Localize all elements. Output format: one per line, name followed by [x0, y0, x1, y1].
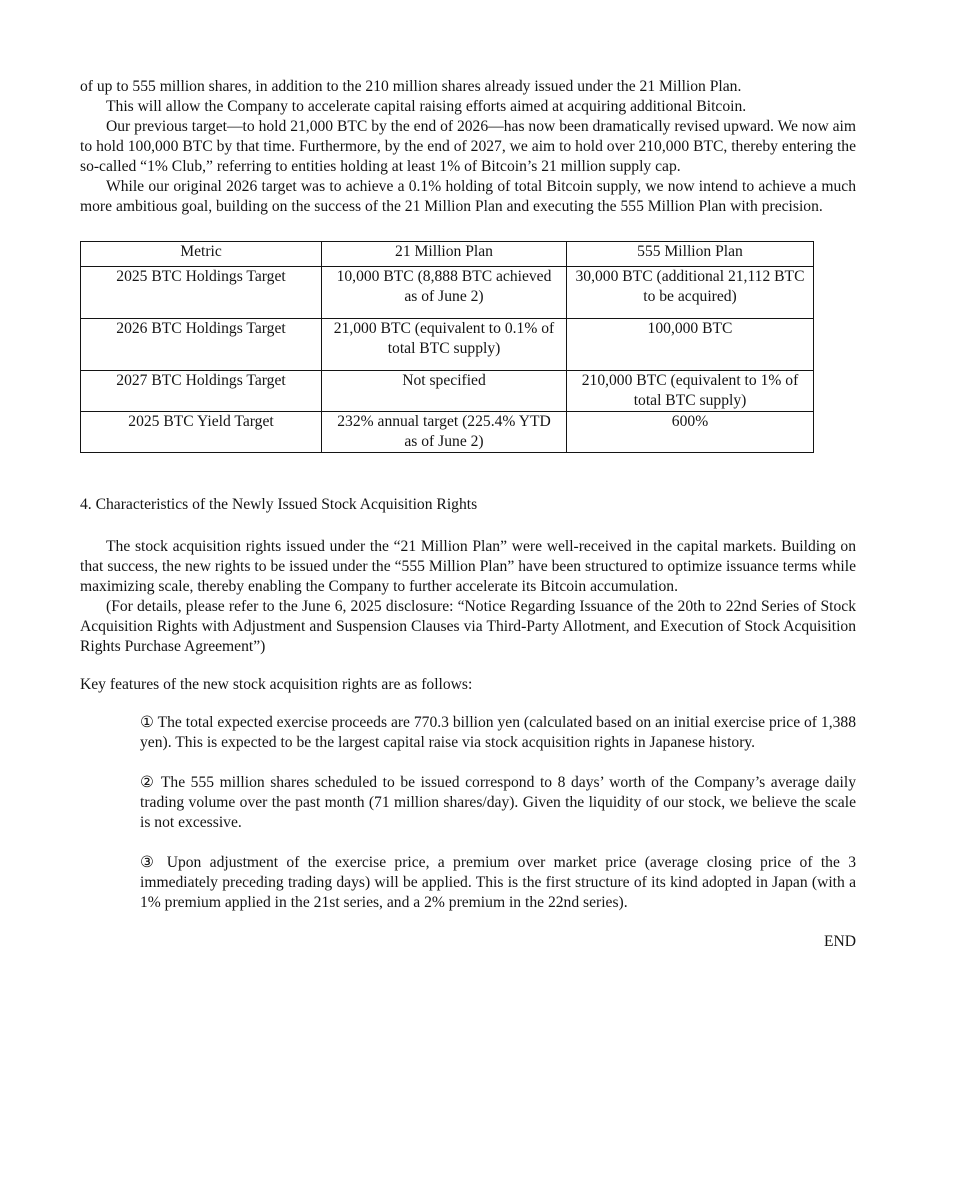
table-cell: 210,000 BTC (equivalent to 1% of total BTC supply) — [567, 371, 814, 412]
table-row — [81, 267, 814, 319]
end-marker: END — [823, 933, 856, 950]
list-item: ③ Upon adjustment of the exercise price, a premium over market price (average closing price of the 3 immediately preceding trading days) will be applied. This is the first structure of its kind adopted in Japan (with a 1% premium applied in the 21st series, and a 2% premium in the 22nd series). — [140, 854, 856, 911]
table-cell: 2026 BTC Holdings Target — [81, 319, 322, 371]
table-row — [81, 371, 814, 412]
key-features-lead: Key features of the new stock acquisition rights are as follows: — [80, 676, 473, 693]
table-header-row — [81, 242, 814, 267]
table-cell: 2025 BTC Yield Target — [81, 412, 322, 453]
header-555-million-plan: 555 Million Plan — [567, 242, 814, 267]
table-cell: 600% — [567, 412, 814, 453]
list-item: ② The 555 million shares scheduled to be issued correspond to 8 days’ worth of the Company’s average daily trading volume over the past month (71 million shares/day). Given the liquidity of our stock, we believe the scale is not excessive. — [140, 774, 856, 831]
table-cell: Not specified — [322, 371, 567, 412]
table-cell: 30,000 BTC (additional 21,112 BTC to be acquired) — [567, 267, 814, 319]
key-features-list — [140, 713, 856, 913]
intro-paragraph-4: While our original 2026 target was to achieve a 0.1% holding of total Bitcoin supply, we now intend to achieve a much more ambitious goal, building on the success of the 21 Million Plan and executing the 555 Million Plan with precision. — [80, 178, 856, 215]
intro-paragraph-2: This will allow the Company to accelerate capital raising efforts aimed at acquiring additional Bitcoin. — [106, 98, 747, 115]
table-row — [81, 319, 814, 371]
table-cell: 2025 BTC Holdings Target — [81, 267, 322, 319]
header-21-million-plan: 21 Million Plan — [322, 242, 567, 267]
table-cell: 232% annual target (225.4% YTD as of June 2) — [322, 412, 567, 453]
list-item: ① The total expected exercise proceeds are 770.3 billion yen (calculated based on an initial exercise price of 1,388 yen). This is expected to be the largest capital raise via stock acquisition rights in Japanese history. — [140, 714, 856, 751]
document-page — [80, 77, 856, 952]
table-row — [81, 412, 814, 453]
section-4-paragraph-2: (For details, please refer to the June 6, 2025 disclosure: “Notice Regarding Issuance of the 20th to 22nd Series of Stock Acquisition Rights with Adjustment and Suspension Clauses via Third-Party Allotment, and Execution of Stock Acquisition Rights Purchase Agreement”) — [80, 598, 856, 655]
table-cell: 10,000 BTC (8,888 BTC achieved as of June 2) — [322, 267, 567, 319]
table-cell: 2027 BTC Holdings Target — [81, 371, 322, 412]
section-4-heading: 4. Characteristics of the Newly Issued Stock Acquisition Rights — [80, 496, 478, 513]
intro-paragraph-1: of up to 555 million shares, in addition to the 210 million shares already issued under the 21 Million Plan. — [80, 78, 742, 95]
header-metric: Metric — [81, 242, 322, 267]
intro-paragraph-3: Our previous target—to hold 21,000 BTC by the end of 2026—has now been dramatically revised upward. We now aim to hold 100,000 BTC by that time. Furthermore, by the end of 2027, we aim to hold over 210,000 BTC, thereby entering the so-called “1% Club,” referring to entities holding at least 1% of Bitcoin’s 21 million supply cap. — [80, 118, 856, 175]
section-4-paragraph-1: The stock acquisition rights issued under the “21 Million Plan” were well-received in the capital markets. Building on that success, the new rights to be issued under the “555 Million Plan” have been structured to optimize issuance terms while maximizing scale, thereby enabling the Company to further accelerate its Bitcoin accumulation. — [80, 538, 856, 595]
table-cell: 21,000 BTC (equivalent to 0.1% of total BTC supply) — [322, 319, 567, 371]
btc-targets-table — [80, 241, 814, 453]
table-cell: 100,000 BTC — [567, 319, 814, 371]
